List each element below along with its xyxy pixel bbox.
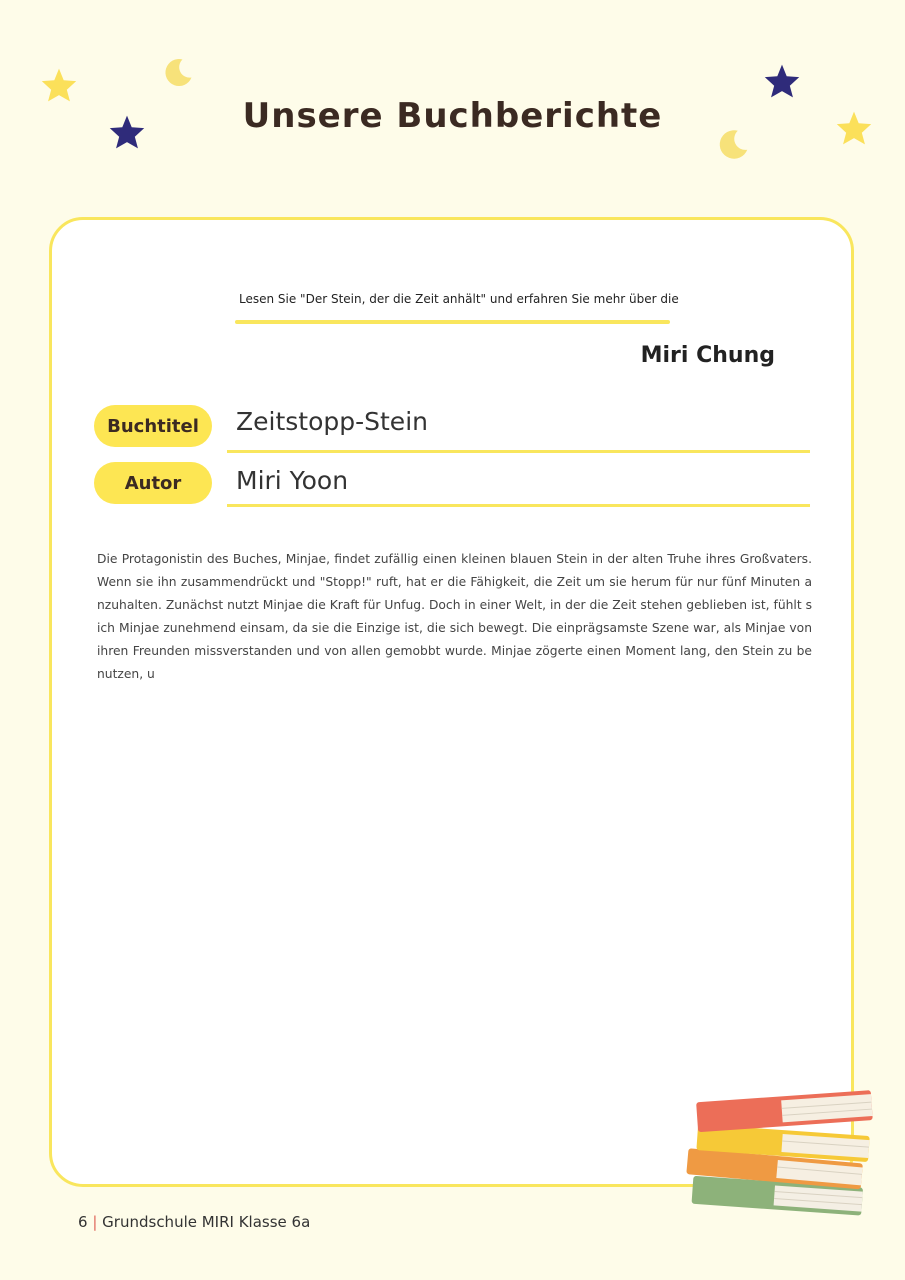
subtitle-underline bbox=[235, 320, 670, 324]
summary-block bbox=[97, 548, 812, 681]
reporter-name: Miri Chung bbox=[640, 343, 775, 368]
book-title-underline bbox=[227, 450, 810, 453]
page-footer bbox=[78, 1213, 310, 1231]
book-stack-illustration bbox=[682, 1082, 877, 1227]
moon-icon bbox=[160, 55, 196, 91]
page-title: Unsere Buchberichte bbox=[242, 96, 663, 136]
author-underline bbox=[227, 504, 810, 507]
author-value: Miri Yoon bbox=[236, 466, 349, 495]
summary-text: Die Protagonistin des Buches, Minjae, findet zufällig einen kleinen blauen Stein in der alten Truhe ihres Großvaters. Wenn sie ihn zusammendrückt und "Stopp!" ruft, hat er die Fähigkeit, die Zeit um sie herum für nur fünf Minuten anzuhalten. Zunächst nutzt Minjae die Kraft für Unfug. Doch in einer Welt, in der die Zeit stehen geblieben ist, fühlt sich Minjae zunehmend einsam, da sie die Einzige ist, die sich bewegt. Die einprägsamste Szene war, als Minjae von ihren Freunden missverstanden und von allen gemobbt wurde. Minjae zögerte einen Moment lang, den Stein zu benutzen, u bbox=[97, 552, 812, 681]
author-label: Autor bbox=[94, 462, 212, 504]
school-name: Grundschule MIRI Klasse 6a bbox=[102, 1213, 311, 1231]
report-subtitle: Lesen Sie "Der Stein, der die Zeit anhält" und erfahren Sie mehr über die bbox=[239, 292, 679, 306]
book-title-label: Buchtitel bbox=[94, 405, 212, 447]
footer-separator: | bbox=[92, 1213, 98, 1231]
navy-star-icon bbox=[763, 63, 801, 99]
page-number: 6 bbox=[78, 1213, 88, 1231]
book-title-value: Zeitstopp-Stein bbox=[236, 407, 428, 436]
